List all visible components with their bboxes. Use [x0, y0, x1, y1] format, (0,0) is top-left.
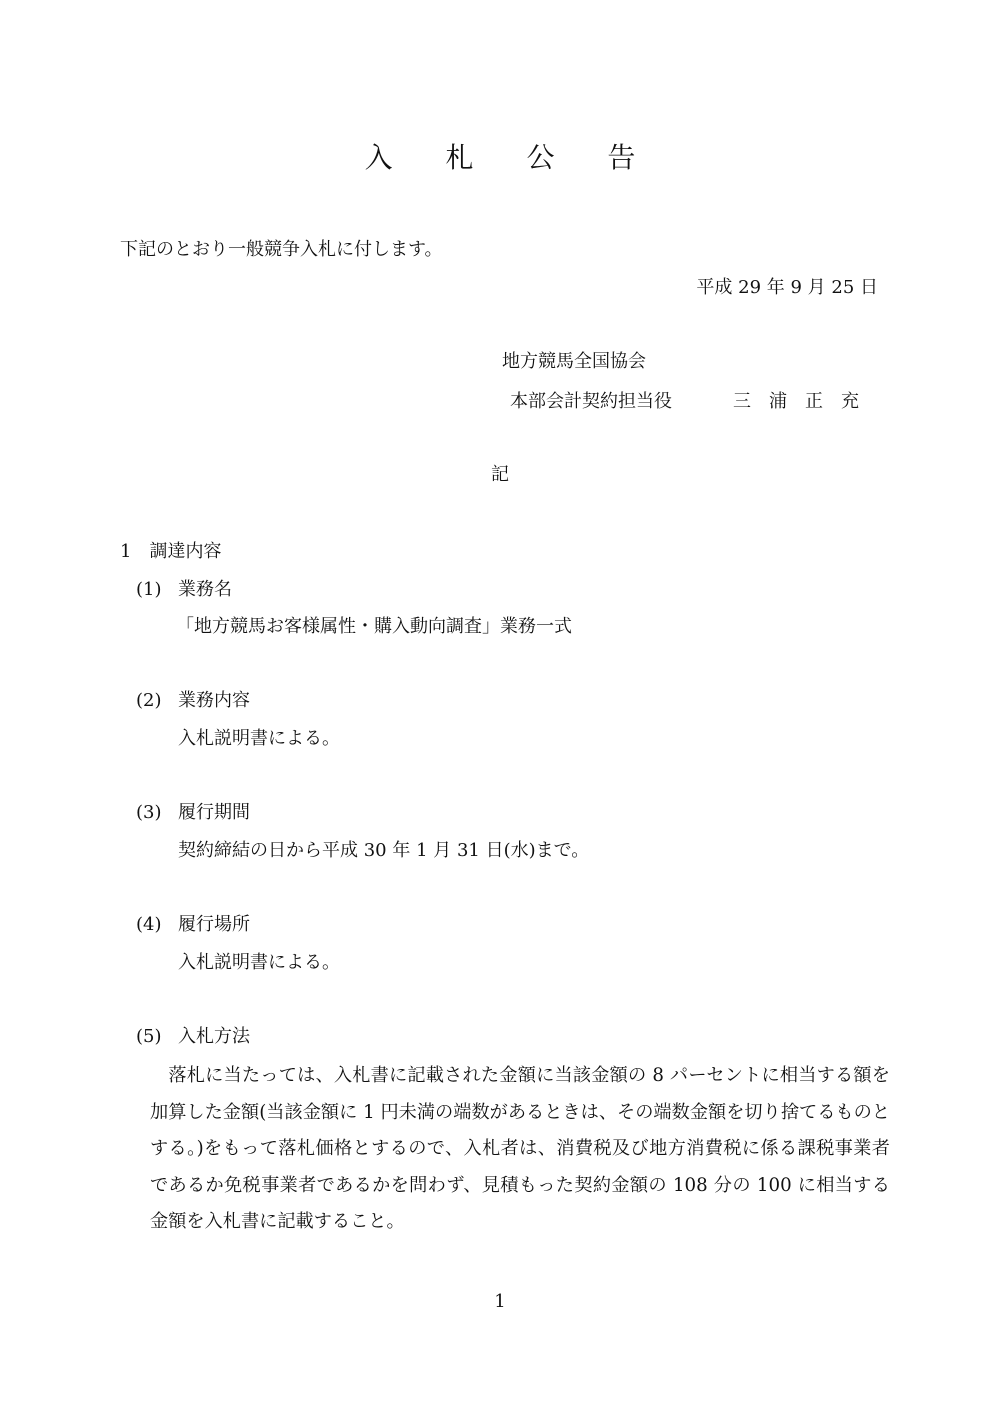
item-label: (1) [136, 579, 162, 600]
item-content: 入札説明書による。 [178, 728, 340, 749]
document-date: 平成 29 年 9 月 25 日 [696, 277, 878, 298]
item-content: 「地方競馬お客様属性・購入動向調査」業務一式 [176, 616, 572, 637]
issuer-name: 三 浦 正 充 [733, 391, 859, 412]
section-heading: 1 調達内容 [120, 541, 222, 562]
item-label: (3) [136, 802, 162, 823]
item-label: (4) [136, 914, 162, 935]
item-label: (2) [136, 690, 162, 711]
item-content: 入札説明書による。 [178, 952, 340, 973]
page-number: 1 [494, 1291, 506, 1312]
item-title: 業務名 [178, 579, 232, 600]
document-title: 入 札 公 告 [364, 141, 658, 174]
item-paragraph: 落札に当たっては、入札書に記載された金額に当該金額の 8 パーセントに相当する額を加算した金額(当該金額に 1 円未満の端数があるときは、その端数金額を切り捨てるものとする。)をもって落札価格とするので、入札者は、消費税及び地方消費税に係る課税事業者であるか免税事業者であるかを問わず、見積もった契約金額の 108 分の 100 に相当する金額を入札書に記載すること。 [150, 1065, 890, 1232]
item-title: 履行期間 [178, 802, 250, 823]
item-content: 契約締結の日から平成 30 年 1 月 31 日(水)まで。 [178, 840, 590, 861]
intro-text: 下記のとおり一般競争入札に付します。 [120, 239, 443, 260]
item-title: 履行場所 [178, 914, 250, 935]
issuer-role: 本部会計契約担当役 [510, 391, 672, 412]
item-title: 業務内容 [178, 690, 250, 711]
item-title: 入札方法 [178, 1026, 250, 1047]
issuer-organization: 地方競馬全国協会 [502, 351, 646, 372]
ki-marker: 記 [491, 464, 509, 485]
item-label: (5) [136, 1026, 162, 1047]
